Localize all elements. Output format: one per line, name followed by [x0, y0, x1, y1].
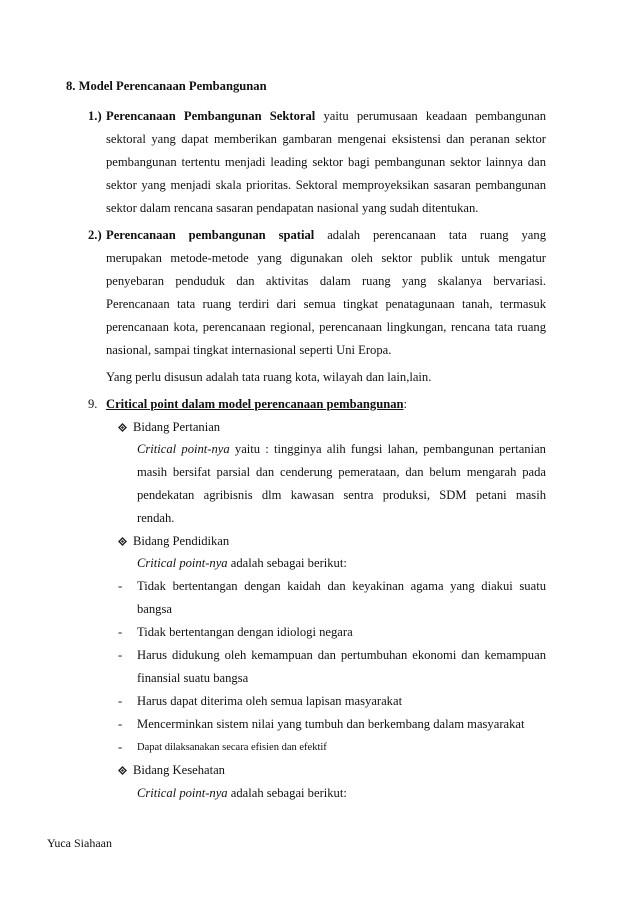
- kesehatan-intro: [137, 785, 347, 801]
- dash-5: -: [118, 717, 123, 731]
- pendidikan-intro-text: adalah sebagai berikut:: [227, 556, 347, 570]
- pendidikan-term: Critical point-nya: [137, 556, 228, 570]
- pendidikan-item-6: Dapat dilaksanakan secara efisien dan efektif: [137, 742, 327, 753]
- diamond-bullet-icon: [118, 423, 127, 432]
- dash-3: -: [118, 648, 123, 662]
- section-9-heading: Critical point dalam model perencanaan pembangunan: [106, 397, 404, 411]
- item-2-number: 2.): [88, 228, 102, 242]
- item-2-line-4: Perencanaan tata ruang terdiri dari semua tingkat penatagunaan tanah, termasuk: [106, 297, 546, 311]
- section-9-heading-line: [106, 396, 407, 412]
- item-1-line-2: sektoral yang dapat memberikan gambaran mengenai eksistensi dan peranan sektor: [106, 132, 546, 146]
- section-9-number: 9.: [88, 397, 98, 411]
- pendidikan-intro: [137, 555, 347, 571]
- pertanian-text-1: yaitu : tingginya alih fungsi lahan, pembangunan pertanian: [229, 442, 546, 456]
- pertanian-line-4: rendah.: [137, 511, 175, 525]
- pendidikan-bullet: [118, 533, 229, 549]
- footer-author: Yuca Siahaan: [47, 836, 112, 850]
- pendidikan-item-3-line-2: finansial suatu bangsa: [137, 671, 249, 685]
- kesehatan-intro-text: adalah sebagai berikut:: [227, 786, 347, 800]
- pertanian-line-1: [137, 441, 546, 457]
- item-2-line-5: perencanaan kota, perencanaan regional, perencanaan lingkungan, rencana tata ruang: [106, 320, 546, 334]
- dash-2: -: [118, 625, 123, 639]
- pendidikan-item-1-line-2: bangsa: [137, 602, 172, 616]
- item-2-term: Perencanaan pembangunan spatial: [106, 228, 315, 242]
- pertanian-line-3: pendekatan agribisnis dlm kawasan sentra produksi, SDM petani masih: [137, 488, 546, 502]
- dash-4: -: [118, 694, 123, 708]
- item-2-extra: Yang perlu disusun adalah tata ruang kota, wilayah dan lain,lain.: [106, 370, 432, 384]
- item-2-line-1: [106, 227, 546, 243]
- diamond-bullet-icon: [118, 766, 127, 775]
- item-1-line-3: pembangunan tertentu menjadi leading sektor bagi pembangunan sektor lainnya dan: [106, 155, 546, 169]
- item-2-line-6: nasional, sampai tingkat internasional seperti Uni Eropa.: [106, 343, 392, 357]
- item-1-text-1: yaitu perumusaan keadaan pembangunan: [315, 109, 546, 123]
- item-1-term: Perencanaan Pembangunan Sektoral: [106, 109, 316, 123]
- dash-6: -: [118, 740, 123, 754]
- kesehatan-term: Critical point-nya: [137, 786, 228, 800]
- section-8-heading: 8. Model Perencanaan Pembangunan: [66, 79, 267, 93]
- item-1-line-5: sektor dalam rencana sasaran pendapatan nasional yang sudah ditentukan.: [106, 201, 479, 215]
- pendidikan-item-2: Tidak bertentangan dengan idiologi negara: [137, 625, 353, 639]
- kesehatan-bullet: [118, 762, 225, 778]
- item-2-line-2: merupakan metode-metode yang digunakan oleh sektor publik untuk mengatur: [106, 251, 546, 265]
- item-1-line-1: [106, 108, 546, 124]
- pendidikan-item-4: Harus dapat diterima oleh semua lapisan masyarakat: [137, 694, 403, 708]
- pertanian-title: Bidang Pertanian: [133, 420, 221, 434]
- item-1-line-4: sektor yang menjadi skala prioritas. Sektoral memproyeksikan sasaran pembangunan: [106, 178, 546, 192]
- pendidikan-item-1-line-1: Tidak bertentangan dengan kaidah dan keyakinan agama yang diakui suatu: [137, 579, 546, 593]
- diamond-bullet-icon: [118, 537, 127, 546]
- pendidikan-item-3-line-1: Harus didukung oleh kemampuan dan pertumbuhan ekonomi dan kemampuan: [137, 648, 546, 662]
- item-2-line-3: penyebaran penduduk dan aktivitas dalam ruang yang skalanya bervariasi.: [106, 274, 546, 288]
- section-9-colon: :: [403, 397, 408, 411]
- item-2-text-1: adalah perencanaan tata ruang yang: [314, 228, 546, 242]
- pertanian-line-2: masih bersifat parsial dan cenderung pemerataan, dan belum mengarah pada: [137, 465, 546, 479]
- pendidikan-title: Bidang Pendidikan: [133, 534, 230, 548]
- pertanian-term: Critical point-nya: [137, 442, 230, 456]
- item-1-number: 1.): [88, 109, 102, 123]
- dash-1: -: [118, 579, 123, 593]
- pendidikan-item-5: Mencerminkan sistem nilai yang tumbuh dan berkembang dalam masyarakat: [137, 717, 525, 731]
- kesehatan-title: Bidang Kesehatan: [133, 763, 225, 777]
- pertanian-bullet: [118, 419, 220, 435]
